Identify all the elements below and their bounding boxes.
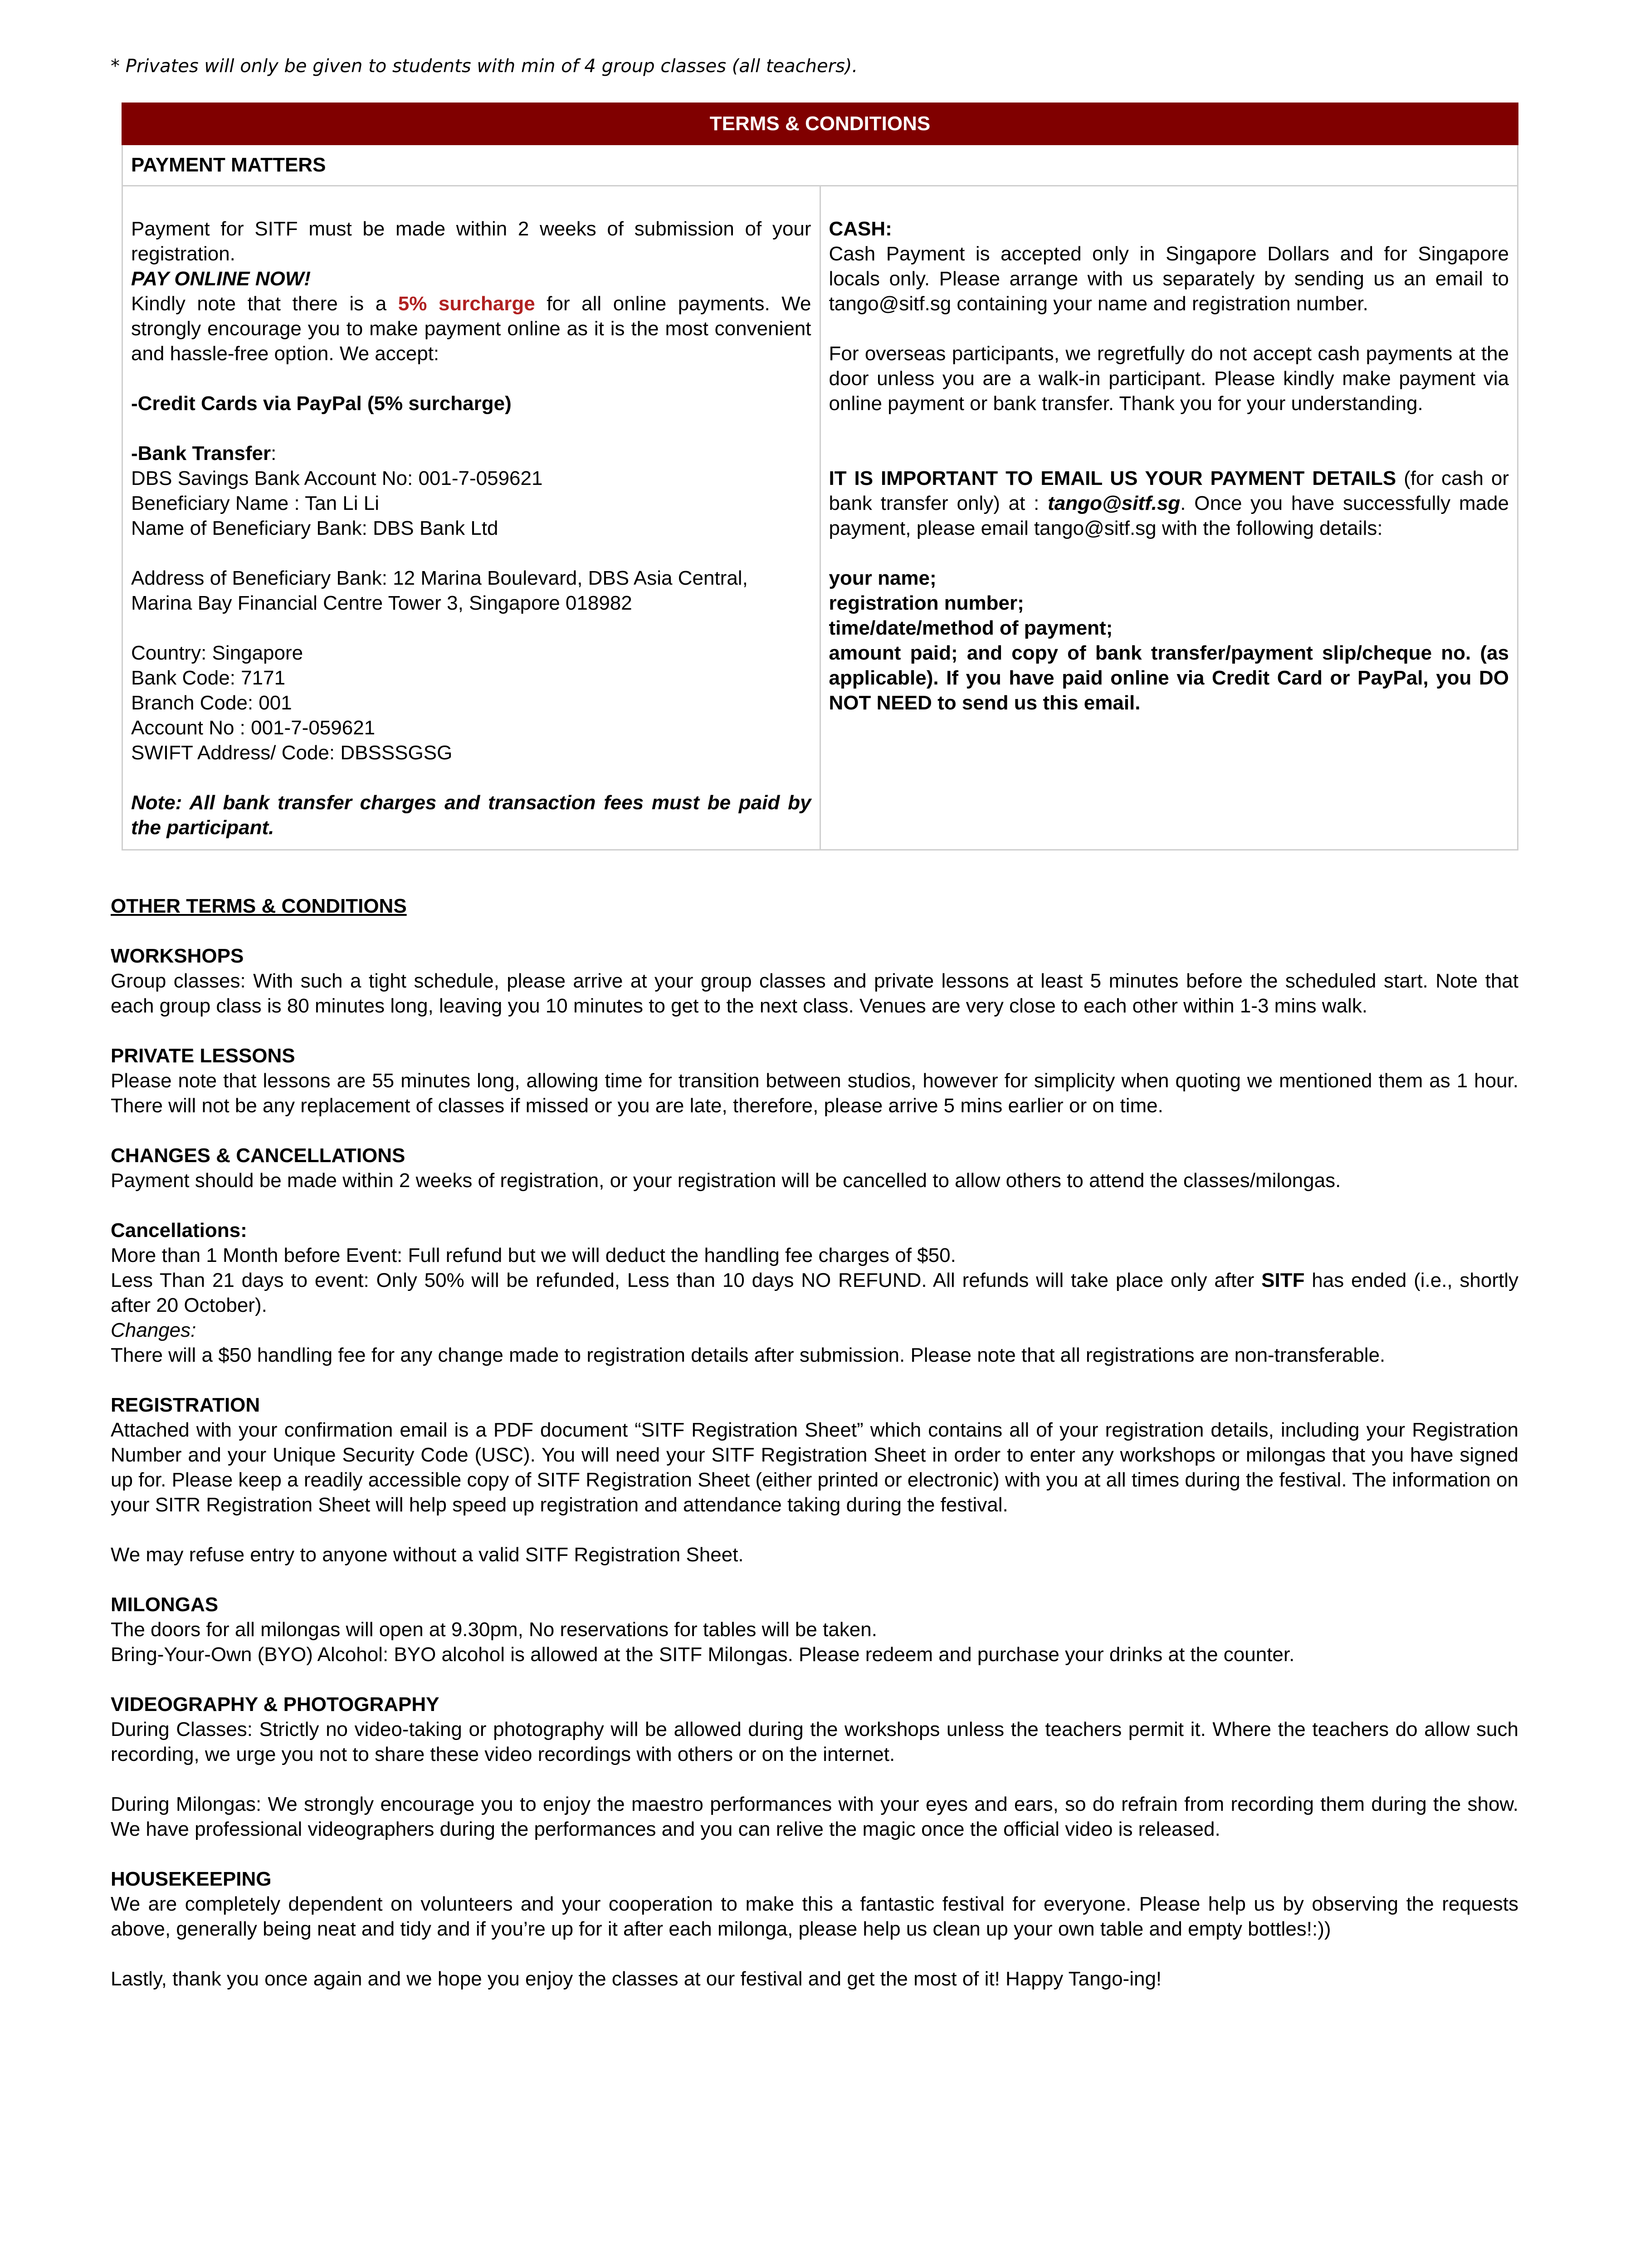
bank-code-line: Bank Code: 7171	[131, 667, 286, 689]
email-details-paragraph: IT IS IMPORTANT TO EMAIL US YOUR PAYMENT DETAILS (for cash or bank transfer only) at : tango@sitf.sg. Once you have successfully made payment, please email tango@sitf.sg with the following details:	[829, 467, 1509, 539]
bank-address-line-1: Address of Beneficiary Bank: 12 Marina Boulevard, DBS Asia Central,	[131, 567, 748, 589]
milongas-line-2: Bring-Your-Own (BYO) Alcohol: BYO alcohol is allowed at the SITF Milongas. Please redeem and purchase your drinks at the counter.	[111, 1643, 1295, 1666]
country-line: Country: Singapore	[131, 642, 303, 664]
detail-your-name: your name;	[829, 567, 937, 589]
cancellations-line-1: More than 1 Month before Event: Full refund but we will deduct the handling fee charges of $50.	[111, 1244, 956, 1266]
workshops-heading: WORKSHOPS	[111, 945, 244, 967]
beneficiary-name-line: Beneficiary Name : Tan Li Li	[131, 492, 380, 514]
bank-address-line-2: Marina Bay Financial Centre Tower 3, Singapore 018982	[131, 592, 632, 614]
surcharge-highlight: 5% surcharge	[398, 293, 535, 315]
cancellations-heading: Cancellations:	[111, 1219, 247, 1242]
bank-transfer-heading: -Bank Transfer:	[131, 442, 277, 464]
housekeeping-text: We are completely dependent on volunteers and your cooperation to make this a fantastic festival for everyone. Please help us by observing the requests above, generally being neat and tidy and if you’re up for it after each milonga, please help us clean up your own table and empty bottles!:))	[111, 1893, 1518, 1940]
private-lessons-text: Please note that lessons are 55 minutes long, allowing time for transition between studios, however for simplicity when quoting we mentioned them as 1 hour. There will not be any replacement of classes if missed or you are late, therefore, please arrive 5 mins earlier or on time.	[111, 1070, 1518, 1117]
detail-amount-paid: amount paid; and copy of bank transfer/payment slip/cheque no. (as applicable). If you have paid online via Credit Card or PayPal, you DO NOT NEED to send us this email.	[829, 642, 1509, 714]
pay-online-heading: PAY ONLINE NOW!	[131, 268, 311, 290]
registration-text: Attached with your confirmation email is a PDF document “SITF Registration Sheet” which contains all of your registration details, including your Registration Number and your Unique Security Code (USC). You will need your SITF Registration Sheet in order to enter any workshops or milongas that you have signed up for. Please keep a readily accessible copy of SITF Registration Sheet (either printed or electronic) with you at all times during the festival. The information on your SITR Registration Sheet will help speed up registration and attendance taking during the festival.	[111, 1419, 1518, 1516]
changes-cancellations-heading: CHANGES & CANCELLATIONS	[111, 1144, 405, 1167]
cash-paragraph-2: For overseas participants, we regretfully do not accept cash payments at the door unless you are a walk-in participant. Please kindly make payment via online payment or bank transfer. Thank you for your understanding.	[829, 342, 1509, 415]
videography-heading: VIDEOGRAPHY & PHOTOGRAPHY	[111, 1693, 439, 1716]
payment-matters-heading: PAYMENT MATTERS	[122, 145, 1518, 186]
privates-note: * Privates will only be given to students with min of 4 group classes (all teachers).	[111, 56, 858, 77]
payment-left-column	[122, 186, 820, 850]
cancellations-line-2: Less Than 21 days to event: Only 50% will be refunded, Less than 10 days NO REFUND. All refunds will take place only after SITF has ended (i.e., shortly after 20 October).	[111, 1269, 1518, 1316]
beneficiary-bank-line: Name of Beneficiary Bank: DBS Bank Ltd	[131, 517, 498, 539]
milongas-line-1: The doors for all milongas will open at 9.30pm, No reservations for tables will be taken.	[111, 1618, 877, 1641]
workshops-text: Group classes: With such a tight schedule, please arrive at your group classes and private lessons at least 5 minutes before the scheduled start. Note that each group class is 80 minutes long, leaving you 10 minutes to get to the next class. Venues are very close to each other within 1-3 mins walk.	[111, 970, 1518, 1017]
email-address: tango@sitf.sg	[1048, 492, 1181, 514]
cash-paragraph-1: Cash Payment is accepted only in Singapore Dollars and for Singapore locals only. Please arrange with us separately by sending us an email to tango@sitf.sg containing your name and registration number.	[829, 243, 1509, 315]
changes-cancellations-text: Payment should be made within 2 weeks of registration, or your registration will be cancelled to allow others to attend the classes/milongas.	[111, 1169, 1341, 1192]
milongas-heading: MILONGAS	[111, 1593, 219, 1616]
changes-text: There will a $50 handling fee for any change made to registration details after submission. Please note that all registrations are non-transferable.	[111, 1344, 1386, 1366]
payment-deadline-text: Payment for SITF must be made within 2 weeks of submission of your registration.	[131, 218, 811, 265]
terms-conditions-table	[122, 103, 1518, 850]
cash-heading: CASH:	[829, 218, 892, 240]
registration-heading: REGISTRATION	[111, 1394, 260, 1416]
other-terms-title: OTHER TERMS & CONDITIONS	[111, 895, 407, 917]
surcharge-paragraph: Kindly note that there is a 5% surcharge for all online payments. We strongly encourage you to make payment online as it is the most convenient and hassle-free option. We accept:	[131, 293, 811, 365]
other-terms-section	[111, 894, 1518, 1991]
detail-registration-number: registration number;	[829, 592, 1024, 614]
bank-charges-note: Note: All bank transfer charges and transaction fees must be paid by the participant.	[131, 792, 811, 839]
payment-right-column	[820, 186, 1518, 850]
credit-cards-option: -Credit Cards via PayPal (5% surcharge)	[131, 392, 512, 415]
housekeeping-heading: HOUSEKEEPING	[111, 1868, 272, 1890]
videography-milongas-text: During Milongas: We strongly encourage you to enjoy the maestro performances with your eyes and ears, so do refrain from recording them during the show. We have professional videographers during the performances and you can relive the magic once the official video is released.	[111, 1793, 1518, 1840]
private-lessons-heading: PRIVATE LESSONS	[111, 1045, 295, 1067]
swift-code-line: SWIFT Address/ Code: DBSSSGSG	[131, 742, 453, 764]
branch-code-line: Branch Code: 001	[131, 692, 292, 714]
bank-account-line: DBS Savings Bank Account No: 001-7-059621	[131, 467, 543, 489]
changes-label: Changes:	[111, 1319, 196, 1341]
terms-header: TERMS & CONDITIONS	[122, 103, 1518, 145]
closing-text: Lastly, thank you once again and we hope you enjoy the classes at our festival and get the most of it! Happy Tango-ing!	[111, 1968, 1162, 1990]
account-no-line: Account No : 001-7-059621	[131, 717, 376, 739]
detail-time-date-method: time/date/method of payment;	[829, 617, 1113, 639]
videography-classes-text: During Classes: Strictly no video-taking or photography will be allowed during the workshops unless the teachers permit it. Where the teachers do allow such recording, we urge you not to share these video recordings with others or on the internet.	[111, 1718, 1518, 1765]
registration-refusal-text: We may refuse entry to anyone without a valid SITF Registration Sheet.	[111, 1544, 744, 1566]
